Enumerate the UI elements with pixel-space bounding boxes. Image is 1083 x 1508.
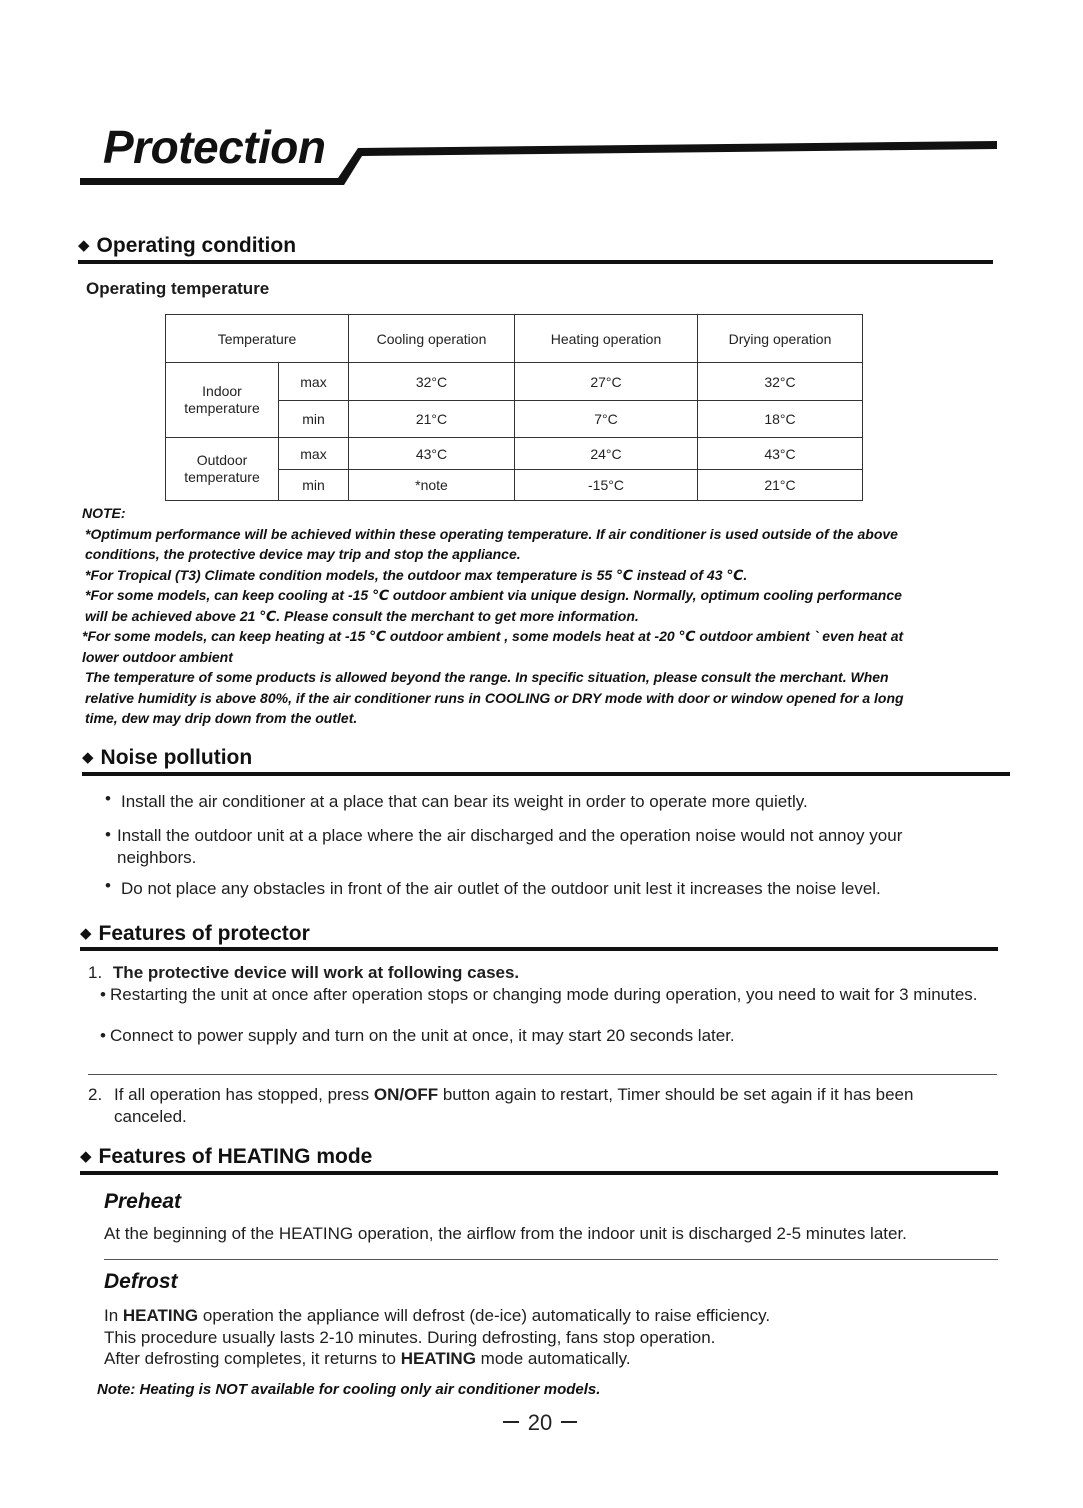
defrost-line: In HEATING operation the appliance will defrost (de-ice) automatically to raise efficiency. [104,1306,771,1325]
dash-icon [561,1421,577,1423]
list-item: • Restarting the unit at once after operation stops or changing mode during operation, you need to wait for 3 minutes. [100,985,978,1004]
header-drying: Drying operation [698,315,863,363]
note-item: The temperature of some products is allowed beyond the range. In specific situation, please consult the merchant. When relative humidity is above 80%, if the air conditioner runs in COOLING or DRY mode with door or window opened for a long time, dew may drip down from the outlet. [85,669,904,726]
section-rule [82,772,1010,776]
list-item: • Install the outdoor unit at a place where the air discharged and the operation noise would not annoy your neighbors. [105,825,903,867]
header-cooling: Cooling operation [349,315,515,363]
bullet-dot-icon: • [100,1026,106,1045]
table-row [166,438,863,470]
note-item: *Optimum performance will be achieved within these operating temperature. If air conditioner is used outside of the above conditions, the protective device may trip and stop the appliance. [85,525,898,562]
note-item: *For some models, can keep cooling at -15 ℃ outdoor ambient via unique design. Normally, optimum cooling performance will be achieved above 21 ℃. Please consult the merchant to get more information. [85,587,902,624]
limit-cell: min [279,470,349,501]
operating-temperature-subheading: Operating temperature [86,279,270,298]
diamond-bullet-icon: ◆ [80,925,92,942]
list-item: • Connect to power supply and turn on the unit at once, it may start 20 seconds later. [100,1026,735,1045]
table-cell: 24°C [515,438,698,470]
operating-condition-heading: ◆ Operating condition [78,234,297,257]
diamond-bullet-icon: ◆ [82,749,94,766]
heating-mode-heading: ◆ Features of HEATING mode [80,1145,373,1168]
bullet-dot-icon: • [100,985,106,1004]
defrost-text [104,1305,994,1370]
item-number: 2. [88,1085,103,1104]
diamond-bullet-icon: ◆ [80,1148,92,1165]
header-temperature: Temperature [166,315,349,363]
protector-item-2 [88,1084,988,1127]
table-cell: 43°C [349,438,515,470]
table-cell: 21°C [698,470,863,501]
preheat-title: Preheat [104,1190,182,1213]
table-cell: 43°C [698,438,863,470]
protector-item-1 [88,962,519,984]
limit-cell: max [279,438,349,470]
section-rule [80,1171,998,1175]
operating-temperature-table [165,314,863,501]
limit-cell: min [279,401,349,438]
defrost-title: Defrost [104,1270,178,1293]
limit-cell: max [279,363,349,401]
bullet-dot-icon: • [105,876,111,895]
item-text: If all operation has stopped, press ON/OFF button again to restart, Timer should be set again if it has been canceled. [114,1085,914,1126]
note-label: NOTE: [82,505,126,521]
defrost-line: After defrosting completes, it returns to HEATING mode automatically. [104,1349,631,1368]
section-rule [80,947,998,951]
indoor-temperature-label: Indoor temperature [166,363,279,438]
divider [88,1074,997,1075]
table-row [166,363,863,401]
preheat-text: At the beginning of the HEATING operation, the airflow from the indoor unit is discharged 2-5 minutes later. [104,1224,907,1243]
divider [104,1259,998,1260]
diamond-bullet-icon: ◆ [78,237,90,254]
item-number: 1. [88,963,103,982]
list-item: • Do not place any obstacles in front of the air outlet of the outdoor unit lest it increases the noise level. [105,876,881,898]
list-item: • Install the air conditioner at a place that can bear its weight in order to operate more quietly. [105,789,808,811]
note-item: *For Tropical (T3) Climate condition models, the outdoor max temperature is 55 ℃ instead of 43 ℃. [85,566,748,583]
section-rule [78,260,993,264]
note-item: *For some models, can keep heating at -15 ℃ outdoor ambient , some models heat at -20 ℃ outdoor ambient ` even heat at lower outdoor ambient [82,628,904,665]
features-protector-heading: ◆ Features of protector [80,922,310,945]
item-title: The protective device will work at following cases. [112,963,520,982]
table-cell: 32°C [349,363,515,401]
operating-notes [82,503,922,729]
table-cell: 27°C [515,363,698,401]
cooling-only-note: Note: Heating is NOT available for cooling only air conditioner models. [97,1381,601,1398]
page-number: 20 [500,1410,580,1436]
table-cell: 32°C [698,363,863,401]
table-header-row [166,315,863,363]
header-heating: Heating operation [515,315,698,363]
table-cell: 7°C [515,401,698,438]
table-cell: 18°C [698,401,863,438]
table-cell: -15°C [515,470,698,501]
bullet-dot-icon: • [105,825,111,844]
table-cell: 21°C [349,401,515,438]
defrost-line: This procedure usually lasts 2-10 minutes. During defrosting, fans stop operation. [104,1327,716,1347]
noise-pollution-heading: ◆ Noise pollution [82,746,253,769]
bullet-dot-icon: • [105,789,111,808]
outdoor-temperature-label: Outdoor temperature [166,438,279,501]
dash-icon [503,1421,519,1423]
table-cell: *note [349,470,515,501]
page-title: Protection [103,121,326,173]
